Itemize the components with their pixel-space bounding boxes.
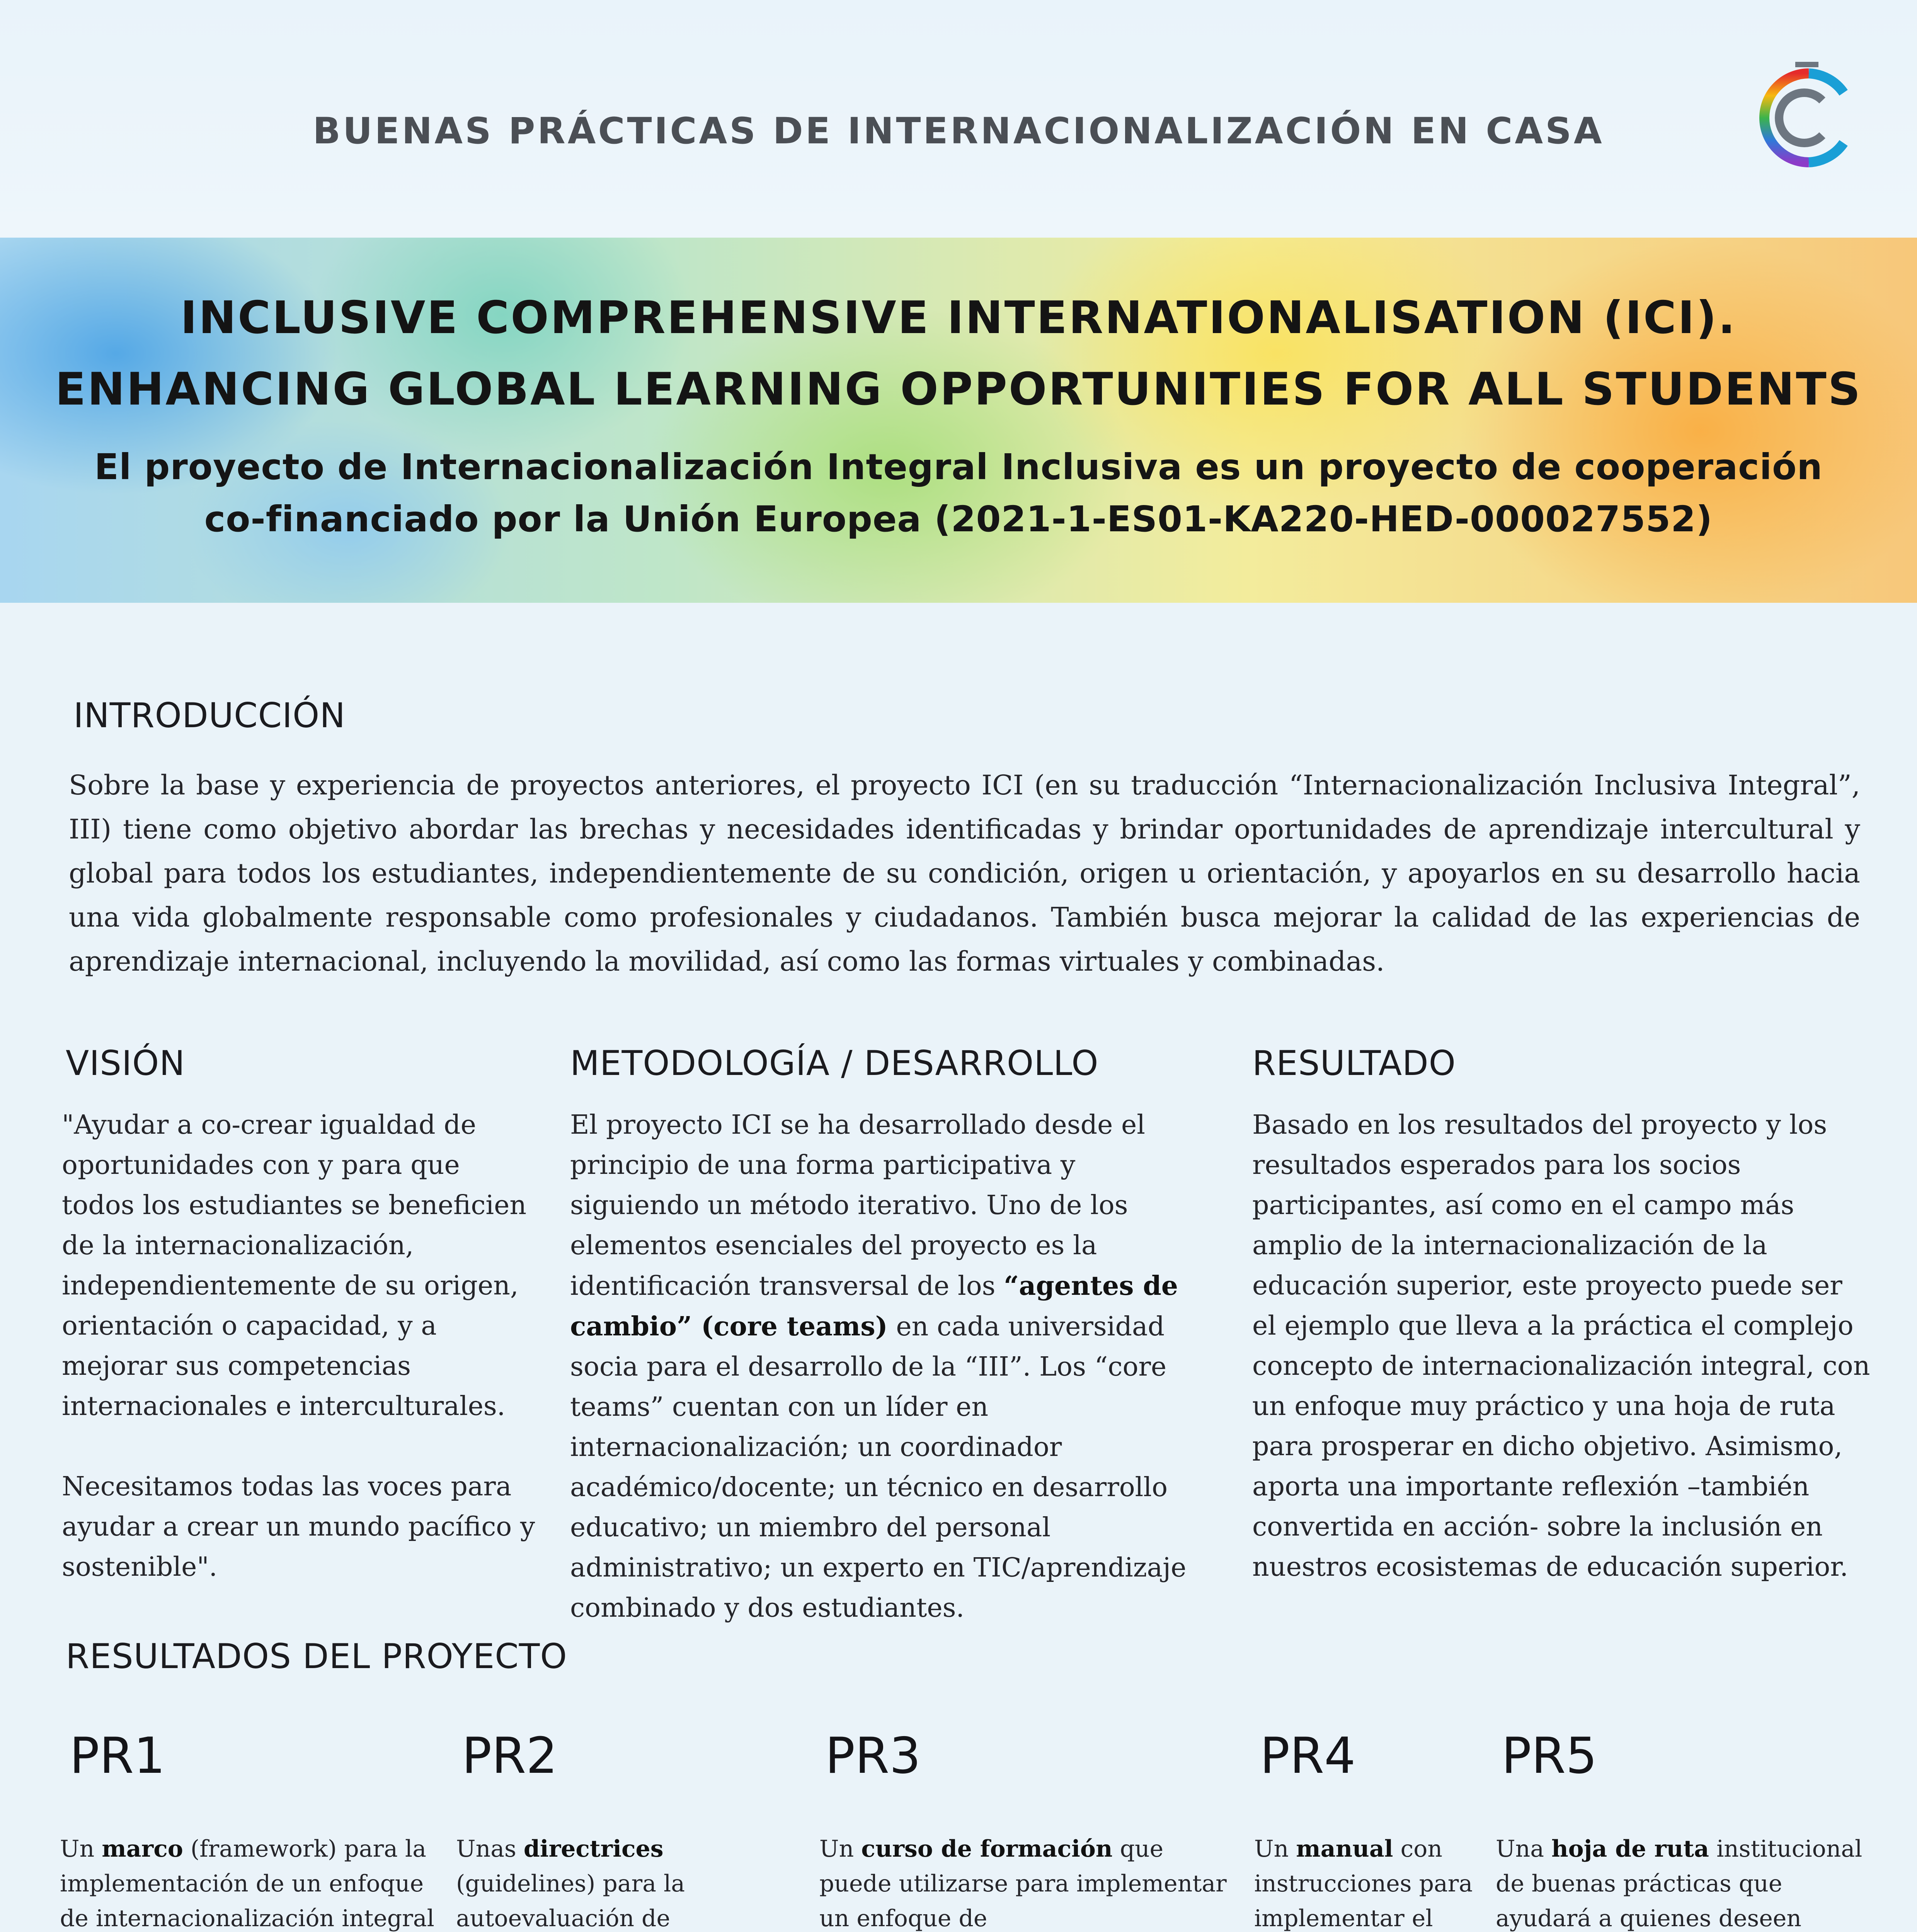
ici-c-logo-icon <box>1751 58 1859 178</box>
banner-title-line-1: INCLUSIVE COMPREHENSIVE INTERNATIONALISATION (ICI). <box>180 292 1737 344</box>
pr1-code: PR1 <box>70 1727 165 1785</box>
pr2-description: Unas directrices (guidelines) para la autoevaluación de <box>456 1835 685 1932</box>
intro-heading: INTRODUCCIÓN <box>73 696 346 735</box>
vision-heading: VISIÓN <box>66 1043 186 1083</box>
pr3-code: PR3 <box>825 1727 921 1785</box>
banner-title-line-2: ENHANCING GLOBAL LEARNING OPPORTUNITIES FOR ALL STUDENTS <box>55 363 1862 415</box>
banner-subtitle-line-2: co-financiado por la Unión Europea (2021-1-ES01-KA220-HED-000027552) <box>204 498 1713 540</box>
vision-column <box>62 1105 537 1628</box>
pr4-code: PR4 <box>1260 1727 1356 1785</box>
method-paragraph: El proyecto ICI se ha desarrollado desde el principio de una forma participativa y siguiendo un método iterativo. Uno de los elementos esenciales del proyecto es la identificación transversal de los “agentes de cambio” (core teams) en cada universidad socia para el desarrollo de la “III”. Los “core teams” cuentan con un líder en internacionalización; un coordinador académico/docente; un técnico en desarrollo educativo; un miembro del personal administrativo; un experto en TIC/aprendizaje combinado y dos estudiantes. <box>570 1110 1187 1623</box>
pr4-description: Un manual con instrucciones para implementar el <box>1254 1835 1473 1932</box>
outputs-heading: RESULTADOS DEL PROYECTO <box>66 1636 567 1676</box>
method-heading: METODOLOGÍA / DESARROLLO <box>570 1043 1099 1083</box>
intro-paragraph: Sobre la base y experiencia de proyectos anteriores, el proyecto ICI (en su traducción “Internacionalización Inclusiva Integral”, III) tiene como objetivo abordar las brechas y necesidades identificadas y brindar oportunidades de aprendizaje intercultural y global para todos los estudiantes, independientemente de su condición, origen u orientación, y apoyarlos en su desarrollo hacia una vida globalmente responsable como profesionales y ciudadanos. También busca mejorar la calidad de las experiencias de aprendizaje internacional, incluyendo la movilidad, así como las formas virtuales y combinadas. <box>69 769 1860 977</box>
pr2-code: PR2 <box>462 1727 558 1785</box>
result-paragraph: Basado en los resultados del proyecto y los resultados esperados para los socios participantes, así como en el campo más amplio de la internacionalización de la educación superior, este proyecto puede ser el ejemplo que lleva a la práctica el complejo concepto de internacionalización integral, con un enfoque muy práctico y una hoja de ruta para prosperar en dicho objetivo. Asimismo, aporta una importante reflexión –también convertida en acción- sobre la inclusión en nuestros ecosistemas de educación superior. <box>1252 1110 1870 1582</box>
change-agents-bold: “agentes de cambio” (core teams) <box>570 1270 1178 1342</box>
pr1-description: Un marco (framework) para la implementación de un enfoque de internacionalización integral <box>60 1835 434 1932</box>
pr5-code: PR5 <box>1502 1727 1597 1785</box>
vision-paragraph-1: "Ayudar a co-crear igualdad de oportunidades con y para que todos los estudiantes se beneficien de la internacionalización, independientemente de su origen, orientación o capacidad, y a mejorar sus competencias internacionales e interculturales. <box>62 1110 527 1422</box>
result-heading: RESULTADO <box>1252 1043 1456 1083</box>
title-banner <box>0 238 1917 603</box>
pr5-description: Una hoja de ruta institucional de buenas prácticas que ayudará a quienes deseen <box>1496 1835 1863 1932</box>
banner-subtitle-line-1: El proyecto de Internacionalización Integral Inclusiva es un proyecto de cooperación <box>94 446 1823 488</box>
series-title: BUENAS PRÁCTICAS DE INTERNACIONALIZACIÓN EN CASA <box>313 110 1604 152</box>
vision-paragraph-2: Necesitamos todas las voces para ayudar a crear un mundo pacífico y sostenible". <box>62 1471 535 1582</box>
pr3-description: Un curso de formación que puede utilizarse para implementar un enfoque de <box>819 1835 1227 1932</box>
